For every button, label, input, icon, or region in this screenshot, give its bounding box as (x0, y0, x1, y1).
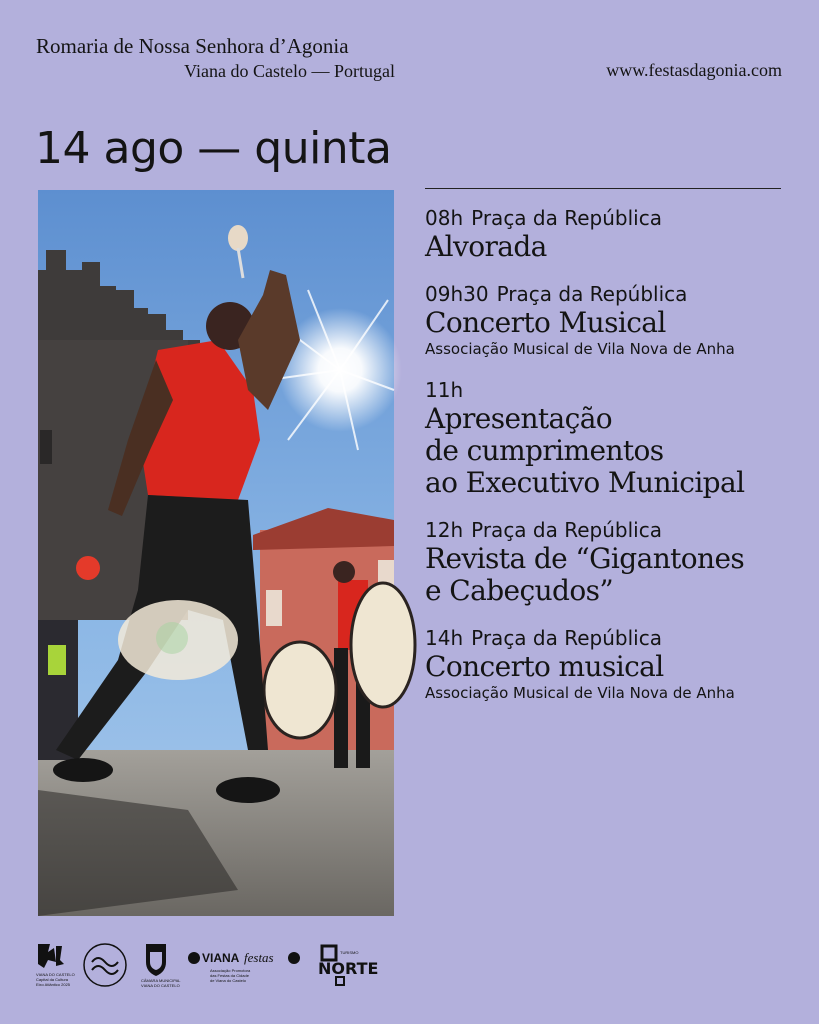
event-title-line: e Cabeçudos” (425, 574, 614, 607)
date-heading: 14 ago — quinta (35, 123, 392, 174)
event-subtitle: Associação Musical de Vila Nova de Anha (425, 684, 735, 702)
event-place: Praça da República (471, 518, 662, 542)
svg-text:de Viana do Castelo: de Viana do Castelo (210, 978, 246, 983)
event-item (425, 281, 795, 359)
event-item (425, 625, 795, 703)
svg-text:Capital da Cultura: Capital da Cultura (36, 977, 69, 982)
event-title-line: Apresentação (425, 402, 613, 435)
event-time: 08h (425, 206, 464, 230)
event-title (425, 543, 795, 607)
event-place: Praça da República (471, 206, 662, 230)
svg-text:VIANA DO CASTELO: VIANA DO CASTELO (141, 983, 180, 988)
svg-text:Eixo Atlântico 2025: Eixo Atlântico 2025 (36, 982, 71, 987)
event-subtitle: Associação Musical de Vila Nova de Anha (425, 340, 735, 358)
event-item (425, 517, 795, 607)
event-place: Praça da República (496, 282, 688, 306)
event-title (425, 651, 795, 683)
svg-text:VIANA DO CASTELO: VIANA DO CASTELO (36, 972, 75, 977)
event-time: 14h (425, 626, 464, 650)
event-title-line: Revista de “Gigantones (425, 542, 745, 575)
event-time: 12h (425, 518, 464, 542)
svg-text:VIANA: VIANA (202, 951, 240, 965)
svg-text:TURISMO: TURISMO (340, 950, 359, 955)
drummer-parade-photo (38, 190, 394, 916)
header-block (36, 34, 395, 82)
event-title-line: Concerto musical (425, 650, 664, 683)
svg-text:CÂMARA MUNICIPAL: CÂMARA MUNICIPAL (141, 978, 181, 983)
event-time: 09h30 (425, 282, 489, 306)
event-title (425, 403, 795, 499)
svg-text:das Festas da Cidade: das Festas da Cidade (210, 973, 249, 978)
festival-location: Viana do Castelo — Portugal (184, 61, 395, 81)
event-item (425, 377, 795, 499)
svg-text:festas: festas (244, 950, 274, 965)
vianafestas-logo (186, 946, 302, 986)
viana-capital-cultura-logo (34, 940, 75, 990)
svg-text:Associação Promotora: Associação Promotora (210, 968, 251, 973)
camara-municipal-crest (140, 940, 181, 990)
event-place: Praça da República (471, 626, 662, 650)
festival-title: Romaria de Nossa Senhora d’Agonia (36, 34, 349, 58)
event-title-line: ao Executivo Municipal (425, 466, 745, 499)
event-title (425, 231, 795, 263)
website-link[interactable]: www.festasdagonia.com (606, 60, 782, 80)
svg-text:NORTE: NORTE (318, 959, 379, 978)
turismo-norte-logo (316, 944, 379, 988)
event-title-line: Concerto Musical (425, 306, 666, 339)
divider-line (425, 188, 781, 189)
events-list (425, 205, 795, 721)
festival-circle-logo (82, 942, 128, 988)
event-time: 11h (425, 378, 464, 402)
sponsor-logos (34, 940, 394, 990)
event-title-line: de cumprimentos (425, 434, 664, 467)
event-title-line: Alvorada (425, 230, 547, 263)
event-title (425, 307, 795, 339)
event-item (425, 205, 795, 263)
